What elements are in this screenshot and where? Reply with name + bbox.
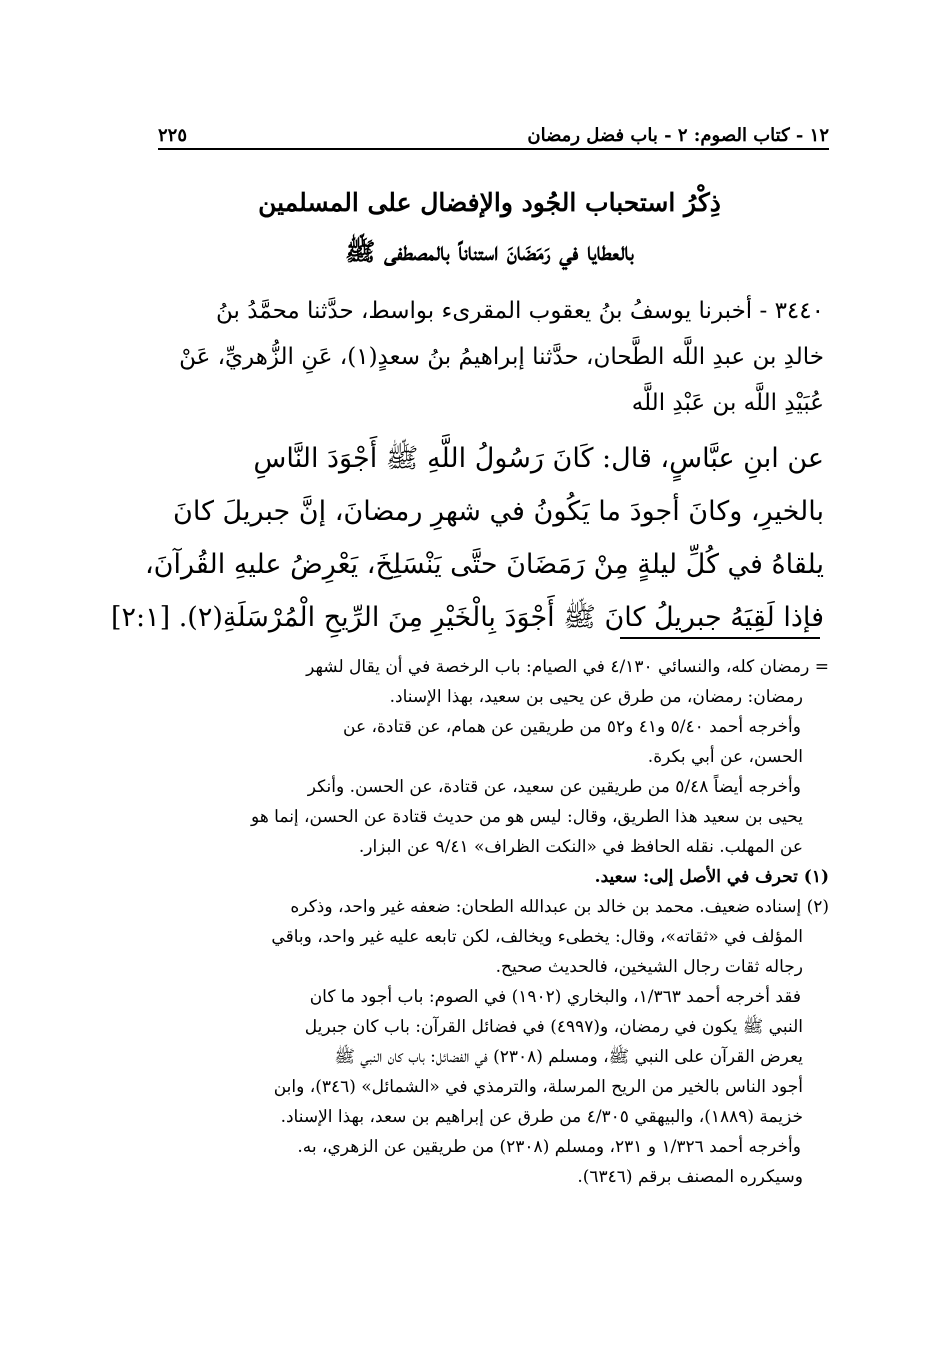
footnote-line: = رمضان كله، والنسائي ٤/١٣٠ في الصيام: باب الرخصة في أن يقال لشهر xyxy=(306,657,829,677)
footnote-line: خزيمة (١٨٨٩)، والبيهقي ٤/٣٠٥ من طرق عن إبراهيم بن سعد، بهذا الإسناد. xyxy=(280,1107,803,1127)
footnote-line: وأخرجه أحمد ١/٣٢٦ و ٢٣١، ومسلم (٢٣٠٨) من طريقين عن الزهري، به. xyxy=(297,1137,801,1157)
hadith-isnad xyxy=(150,288,824,426)
footnote-line: وسيكرره المصنف برقم (٦٣٤٦). xyxy=(577,1167,803,1187)
running-title: ١٢ - كتاب الصوم: ٢ - باب فضل رمضان xyxy=(527,125,829,146)
footnote-separator xyxy=(620,637,820,639)
isnad-line: عُبَيْدِ اللَّه بن عَبْدِ اللَّه xyxy=(631,390,824,416)
footnote-line: الحسن، عن أبي بكرة. xyxy=(647,747,803,767)
footnote-line: النبي ﷺ يكون في رمضان، و(٤٩٩٧) في فضائل القرآن: باب كان جبريل xyxy=(304,1017,803,1037)
chapter-heading-line2: بالعطايا في رَمَضَانَ استناناً بالمصطفى ﷺ xyxy=(345,237,634,266)
header-rule xyxy=(158,148,829,150)
footnote-line: يعرض القرآن على النبي ﷺ، ومسلم (٢٣٠٨) في الفضائل: باب كان النبي ﷺ xyxy=(334,1047,803,1067)
footnote-line: أجود الناس بالخير من الريح المرسلة، والترمذي في «الشمائل» (٣٤٦)، وابن xyxy=(273,1077,803,1097)
matn-line: فإذا لَقِيَهُ جبريلُ كانَ ﷺ أَجْوَدَ بِالْخَيْرِ مِنَ الرِّيحِ الْمُرْسَلَةِ(٢). [٢:١] xyxy=(110,602,824,633)
footnote-line: يحيى بن سعيد هذا الطريق، وقال: ليس هو من حديث قتادة عن الحسن، إنما هو xyxy=(251,807,803,827)
chapter-heading-line1: ذِكْرُ استحباب الجُود والإفضال على المسلمين xyxy=(258,188,721,217)
footnote-line: رجاله ثقات رجال الشيخين، فالحديث صحيح. xyxy=(495,957,803,977)
matn-line: يلقاهُ في كُلِّ ليلةٍ مِنْ رَمَضَانَ حتَّى يَنْسَلِخَ، يَعْرِضُ عليهِ القُرآنَ، xyxy=(144,549,824,580)
footnote-2: (٢) إسناده ضعيف. محمد بن خالد بن عبدالله الطحان: ضعفه غير واحد، وذكره xyxy=(290,897,829,917)
isnad-line: خالدِ بن عبدِ اللَّه الطَّحان، حدَّثنا إبراهيمُ بنُ سعدٍ(١)، عَنِ الزُّهريِّ، عَنْ xyxy=(179,344,824,370)
hadith-matn xyxy=(110,432,824,644)
footnote-line: وأخرجه أحمد ٥/٤٠ و٤١ و٥٢ من طريقين عن همام، عن قتادة، عن xyxy=(343,717,801,737)
footnote-line: عن المهلب. نقله الحافظ في «النكت الظراف» ٩/٤١ عن البزار. xyxy=(358,837,803,857)
matn-line: عن ابنِ عبَّاسٍ، قال: كَانَ رَسُولُ اللَّهِ ﷺ أَجْوَدَ النَّاسِ xyxy=(253,443,824,474)
footnote-line: وأخرجه أيضاً ٥/٤٨ من طريقين عن سعيد، عن قتادة، عن الحسن. وأنكر xyxy=(307,777,801,797)
footnote-line: المؤلف في «ثقاته»، وقال: يخطىء ويخالف، لكن تابعه عليه غير واحد، وباقي xyxy=(271,927,803,947)
footnote-line: فقد أخرجه أحمد ١/٣٦٣، والبخاري (١٩٠٢) في الصوم: باب أجود ما كان xyxy=(309,987,801,1007)
footnotes xyxy=(158,652,829,1192)
footnote-line: رمضان: رمضان، من طرق عن يحيى بن سعيد، بهذا الإسناد. xyxy=(389,687,803,707)
matn-line: بالخيرِ، وكانَ أجودَ ما يَكُونُ في شهرِ رمضانَ، إنَّ جبريلَ كانَ xyxy=(173,496,824,527)
footnote-1: (١) تحرف في الأصل إلى: سعيد. xyxy=(594,867,829,887)
running-header xyxy=(158,112,829,146)
page-number: ٢٢٥ xyxy=(158,125,188,146)
isnad-line: ٣٤٤٠ - أخبرنا يوسفُ بنُ يعقوب المقرىء بواسط، حدَّثنا محمَّدُ بنُ xyxy=(215,298,824,324)
